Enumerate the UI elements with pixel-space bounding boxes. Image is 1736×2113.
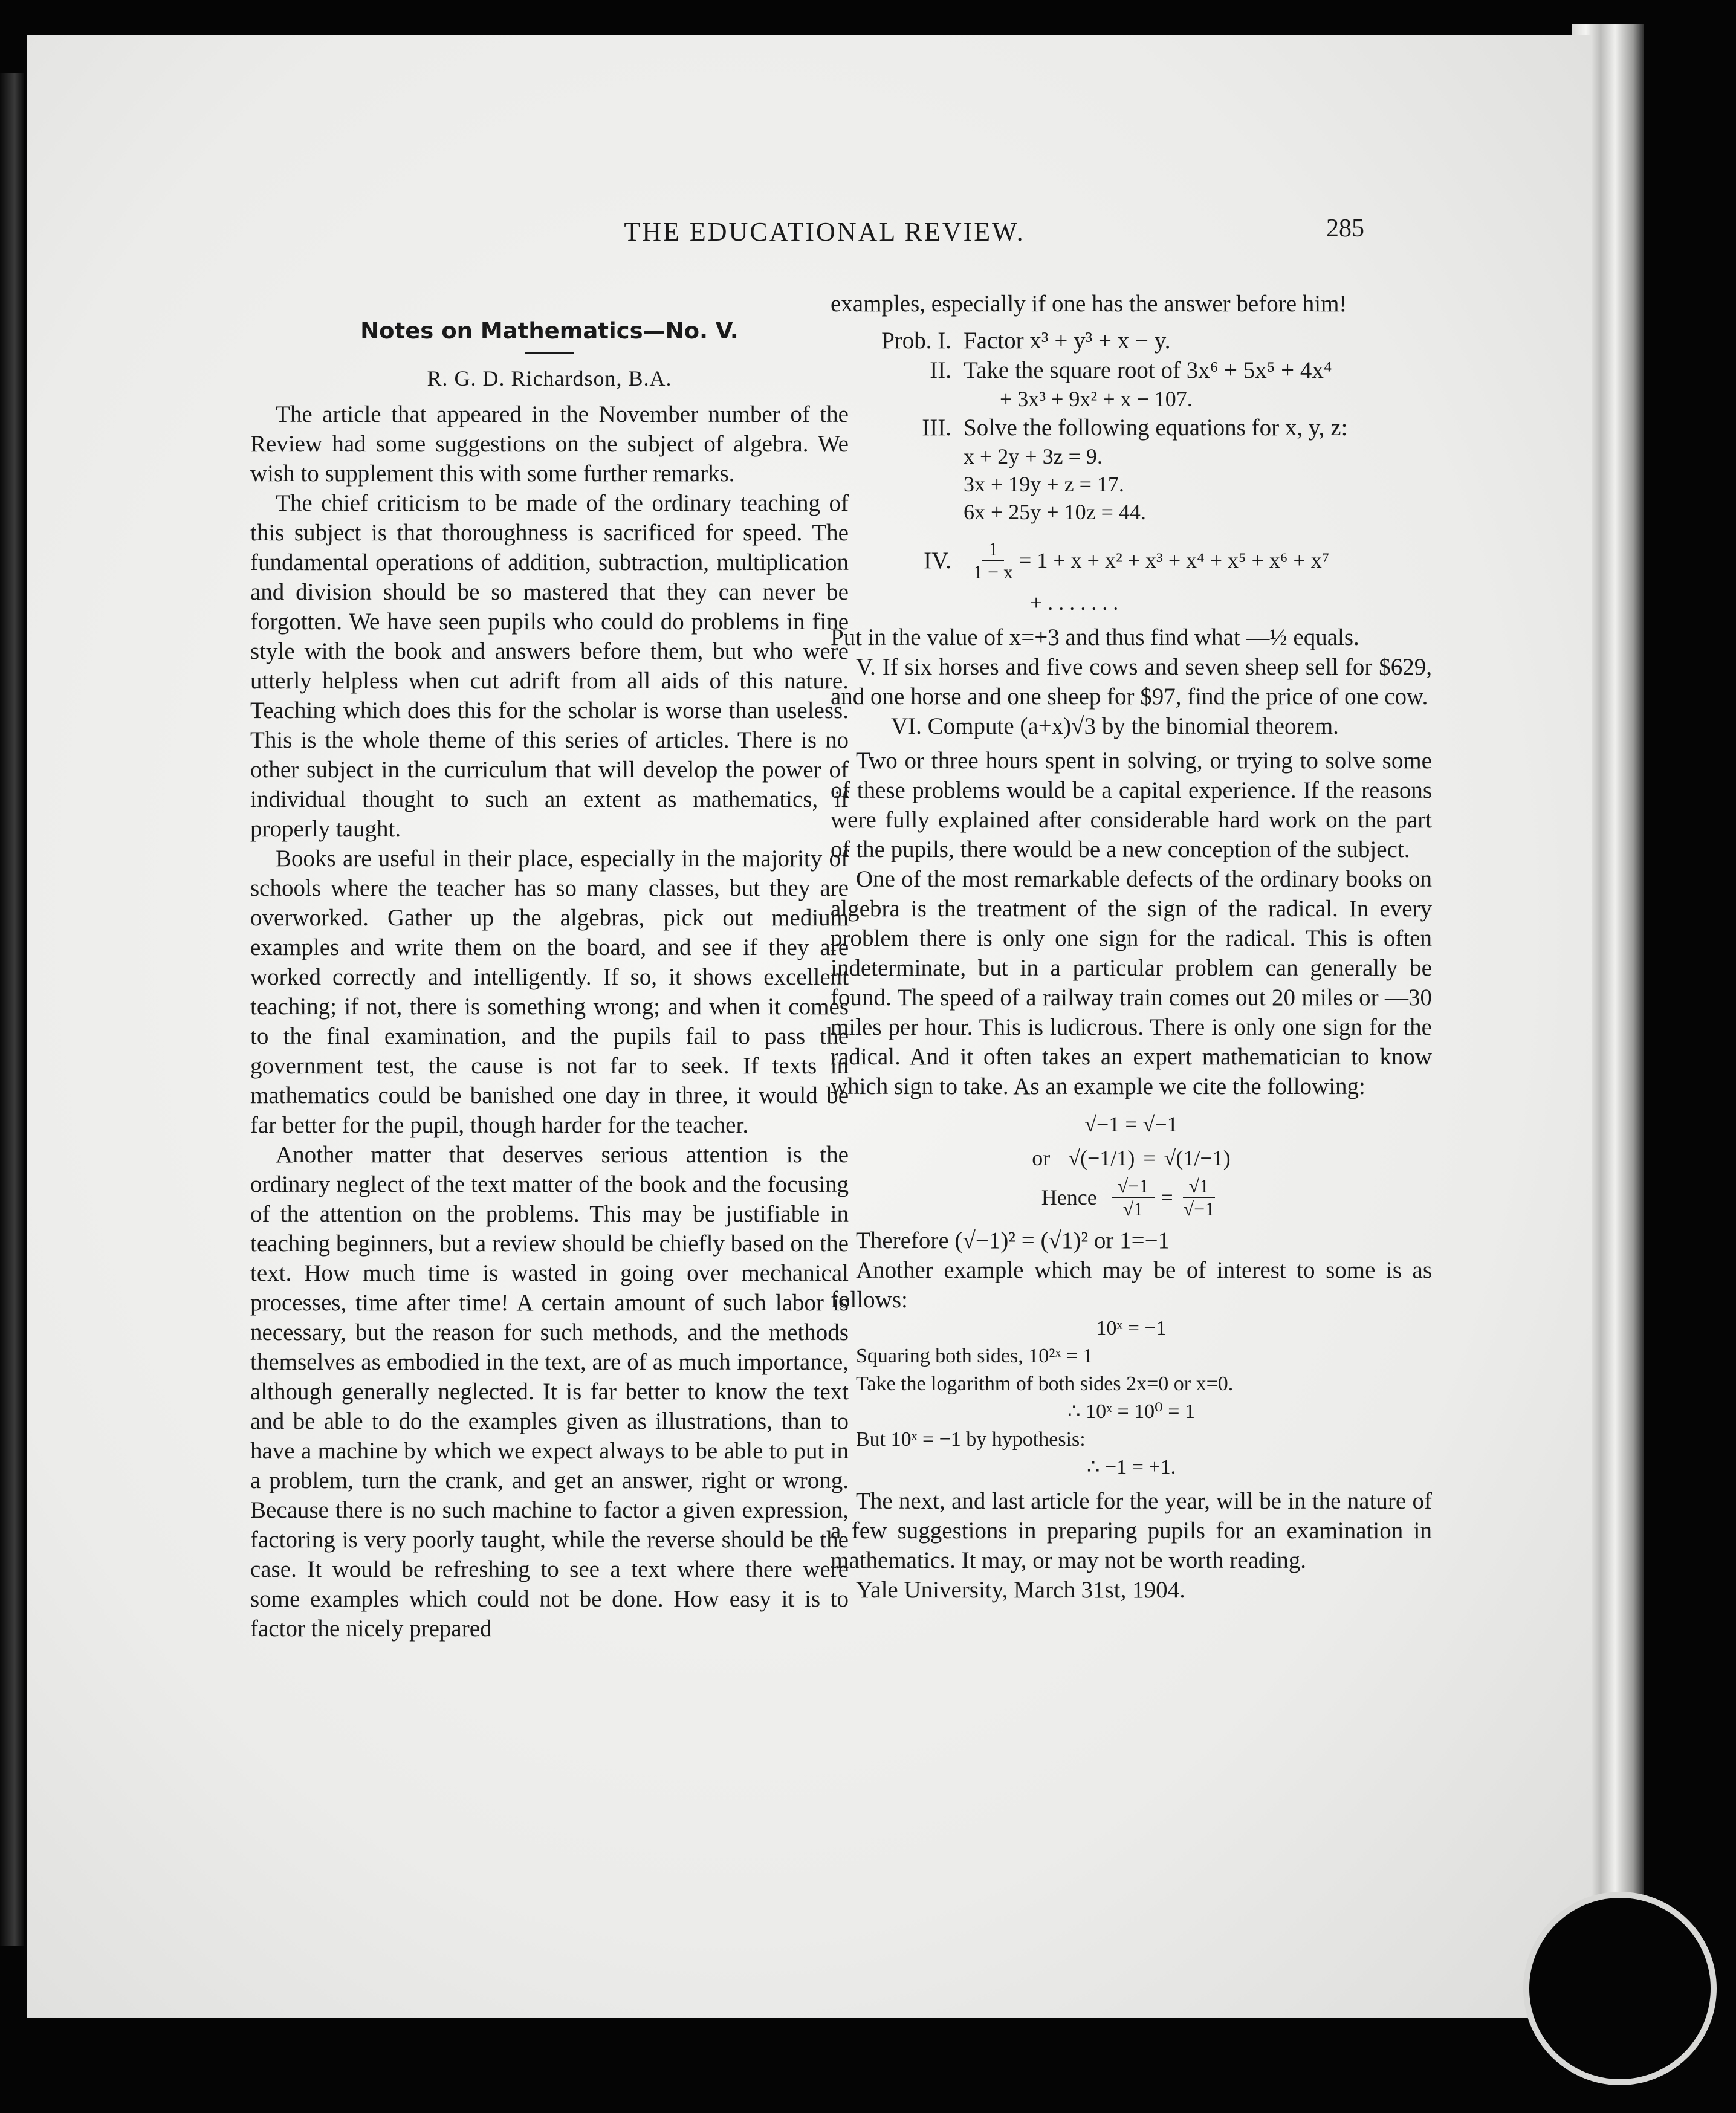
fraction-denominator: 1 − x [973, 561, 1014, 583]
paragraph: The chief criticism to be made of the ordinary teaching of this subject is that thoroughness is sacrificed for speed. The fundamental operations of addition, subtraction, multiplication and division should be so mastered that they can never be forgotten. We have seen pupils who could do problems in fine style with the book and answers before them, but who were utterly helpless when cut adrift from all aids of this nature. Teaching which does this for the scholar is worse than useless. This is the whole theme of this series of articles. There is no other subject in the curriculum that will develop the power of individual thought to such an extent as mathematics, if properly taught. [250, 490, 849, 842]
problem-text: Take the square root of 3x⁶ + 5x⁵ + 4x⁴ [964, 357, 1332, 383]
equation-3: 6x + 25y + 10z = 44. [964, 500, 1146, 524]
fraction-numerator: √−1 [1112, 1175, 1155, 1198]
problem-3 [849, 413, 1432, 442]
problem-2 [849, 355, 1432, 385]
series-continuation: + . . . . . . . [1030, 591, 1119, 615]
paragraph-continuation: examples, especially if one has the answer before him! [831, 291, 1347, 317]
problem-label: III. [922, 415, 951, 441]
radical-left: √(−1/1) [1068, 1146, 1135, 1170]
paragraph: The next, and last article for the year, will be in the nature of a few suggestions in preparing pupils for an examination in mathematics. It may, or may not be worth reading. [831, 1488, 1432, 1573]
book-page [27, 35, 1592, 2018]
book-left-edge [0, 73, 24, 1946]
fraction-numerator: √1 [1183, 1175, 1216, 1198]
equation-2: 3x + 19y + z = 17. [964, 472, 1124, 496]
left-column [250, 289, 849, 1643]
paragraph: One of the most remarkable defects of the ordinary books on algebra is the treatment of the sign of the radical. In every problem there is only one sign for the radical. This is often indeterminate, but in a particular problem can generally be found. The speed of a railway train comes out 20 miles or —30 miles per hour. This is ludicrous. There is only one sign for the radical. And it often takes an expert mathematician to know which sign to take. As an example we cite the following: [831, 866, 1432, 1099]
paragraph: The article that appeared in the November number of the Review had some suggestions on the subject of algebra. We wish to supplement this with some further remarks. [250, 401, 849, 487]
paragraph: Another example which may be of interest to some is as follows: [831, 1257, 1432, 1313]
log-line: ∴ 10ˣ = 10⁰ = 1 [1067, 1400, 1195, 1423]
fraction [1183, 1175, 1216, 1220]
log-line: 10ˣ = −1 [1096, 1317, 1167, 1339]
article-author: R. G. D. Richardson, B.A. [427, 366, 672, 390]
problem-text: Factor x³ + y³ + x − y. [964, 328, 1171, 354]
log-line: Squaring both sides, 10²ˣ = 1 [856, 1345, 1093, 1367]
problem-label: IV. [924, 547, 951, 574]
power-series: = 1 + x + x² + x³ + x⁴ + x⁵ + x⁶ + x⁷ [1019, 548, 1330, 572]
problem-4-note: Put in the value of x=+3 and thus find what —½ equals. [831, 624, 1359, 650]
problem-5: V. If six horses and five cows and seven sheep sell for $629, and one horse and one sheep for $97, find the price of one cow. [831, 654, 1432, 710]
right-column [831, 289, 1432, 1605]
log-line: But 10ˣ = −1 by hypothesis: [856, 1428, 1086, 1451]
article-title: Notes on Mathematics—No. V. [360, 318, 739, 344]
hence-label: Hence [1041, 1185, 1097, 1209]
log-line: ∴ −1 = +1. [1086, 1456, 1176, 1478]
problem-label: Prob. I. [881, 328, 951, 354]
log-line: Take the logarithm of both sides 2x=0 or x=0. [856, 1373, 1234, 1395]
radical-line-2 [831, 1141, 1432, 1175]
problem-text: Solve the following equations for x, y, z: [964, 415, 1348, 441]
paragraph: Books are useful in their place, especially in the majority of schools where the teacher has so many classes, but they are overworked. Gather up the algebras, pick out medium examples and write them on the board, and see if they are worked correctly and intelligently. If so, it shows excellent teaching; if not, there is something wrong; and when it comes to the final examination, and the pupils fail to pass the government test, the cause is not far to seek. If texts in mathematics could be banished one day in three, it would be far better for the pupil, though harder for the teacher. [250, 846, 849, 1138]
fraction [973, 538, 1013, 583]
fraction [1112, 1175, 1155, 1220]
equation-system [849, 442, 1432, 526]
fraction-denominator: √1 [1122, 1198, 1144, 1220]
or-label: or [1032, 1146, 1051, 1170]
fraction-denominator: √−1 [1183, 1198, 1215, 1220]
title-rule [525, 352, 574, 354]
problem-list [849, 326, 1432, 616]
problem-label: II. [930, 357, 951, 383]
problem-1 [849, 326, 1432, 355]
equation-1: x + 2y + 3z = 9. [964, 444, 1103, 468]
fraction-numerator: 1 [982, 538, 1004, 561]
radical-line-1: √−1 = √−1 [1084, 1112, 1178, 1136]
equals-sign: = [1161, 1185, 1173, 1209]
signoff: Yale University, March 31st, 1904. [856, 1577, 1185, 1603]
corner-clip [1523, 1892, 1717, 2085]
paragraph: Another matter that deserves serious attention is the ordinary neglect of the text matter of the book and the focusing of the attention on the problems. This may be justifiable in teaching beginners, but a review should be chiefly based on the text. How much time is wasted in going over mechanical processes, time after time! A certain amount of such labor is necessary, but the reason for such methods, and the methods themselves as embodied in the text, are of as much importance, although generally neglected. It is far better to know the text and be able to do the examples given as illustrations, than to have a machine by which we expect always to be able to put in a problem, turn the crank, and get an answer, right or wrong. Because there is no such machine to factor a given expression, factoring is very poorly taught, while the reverse should be the case. It would be refreshing to see a text where there were some examples which could not be done. How easy it is to factor the nicely prepared [250, 1142, 849, 1642]
radical-example [831, 1107, 1432, 1220]
therefore-line: Therefore (√−1)² = (√1)² or 1=−1 [856, 1228, 1170, 1254]
problem-6: VI. Compute (a+x)√3 by the binomial theorem. [891, 713, 1339, 739]
running-head: THE EDUCATIONAL REVIEW. [624, 217, 1025, 247]
problem-4 [849, 538, 1432, 583]
paragraph: Two or three hours spent in solving, or trying to solve some of these problems would be a capital experience. If the reasons were fully explained after considerable hard work on the part of the pupils, there would be a new conception of the subject. [831, 748, 1432, 862]
equals-sign: = [1143, 1146, 1156, 1170]
page-number: 285 [1326, 215, 1364, 242]
radical-right: √(1/−1) [1164, 1146, 1231, 1170]
radical-line-3 [831, 1175, 1432, 1220]
problem-2-continuation: + 3x³ + 9x² + x − 107. [1000, 387, 1193, 411]
log-example [831, 1315, 1432, 1481]
